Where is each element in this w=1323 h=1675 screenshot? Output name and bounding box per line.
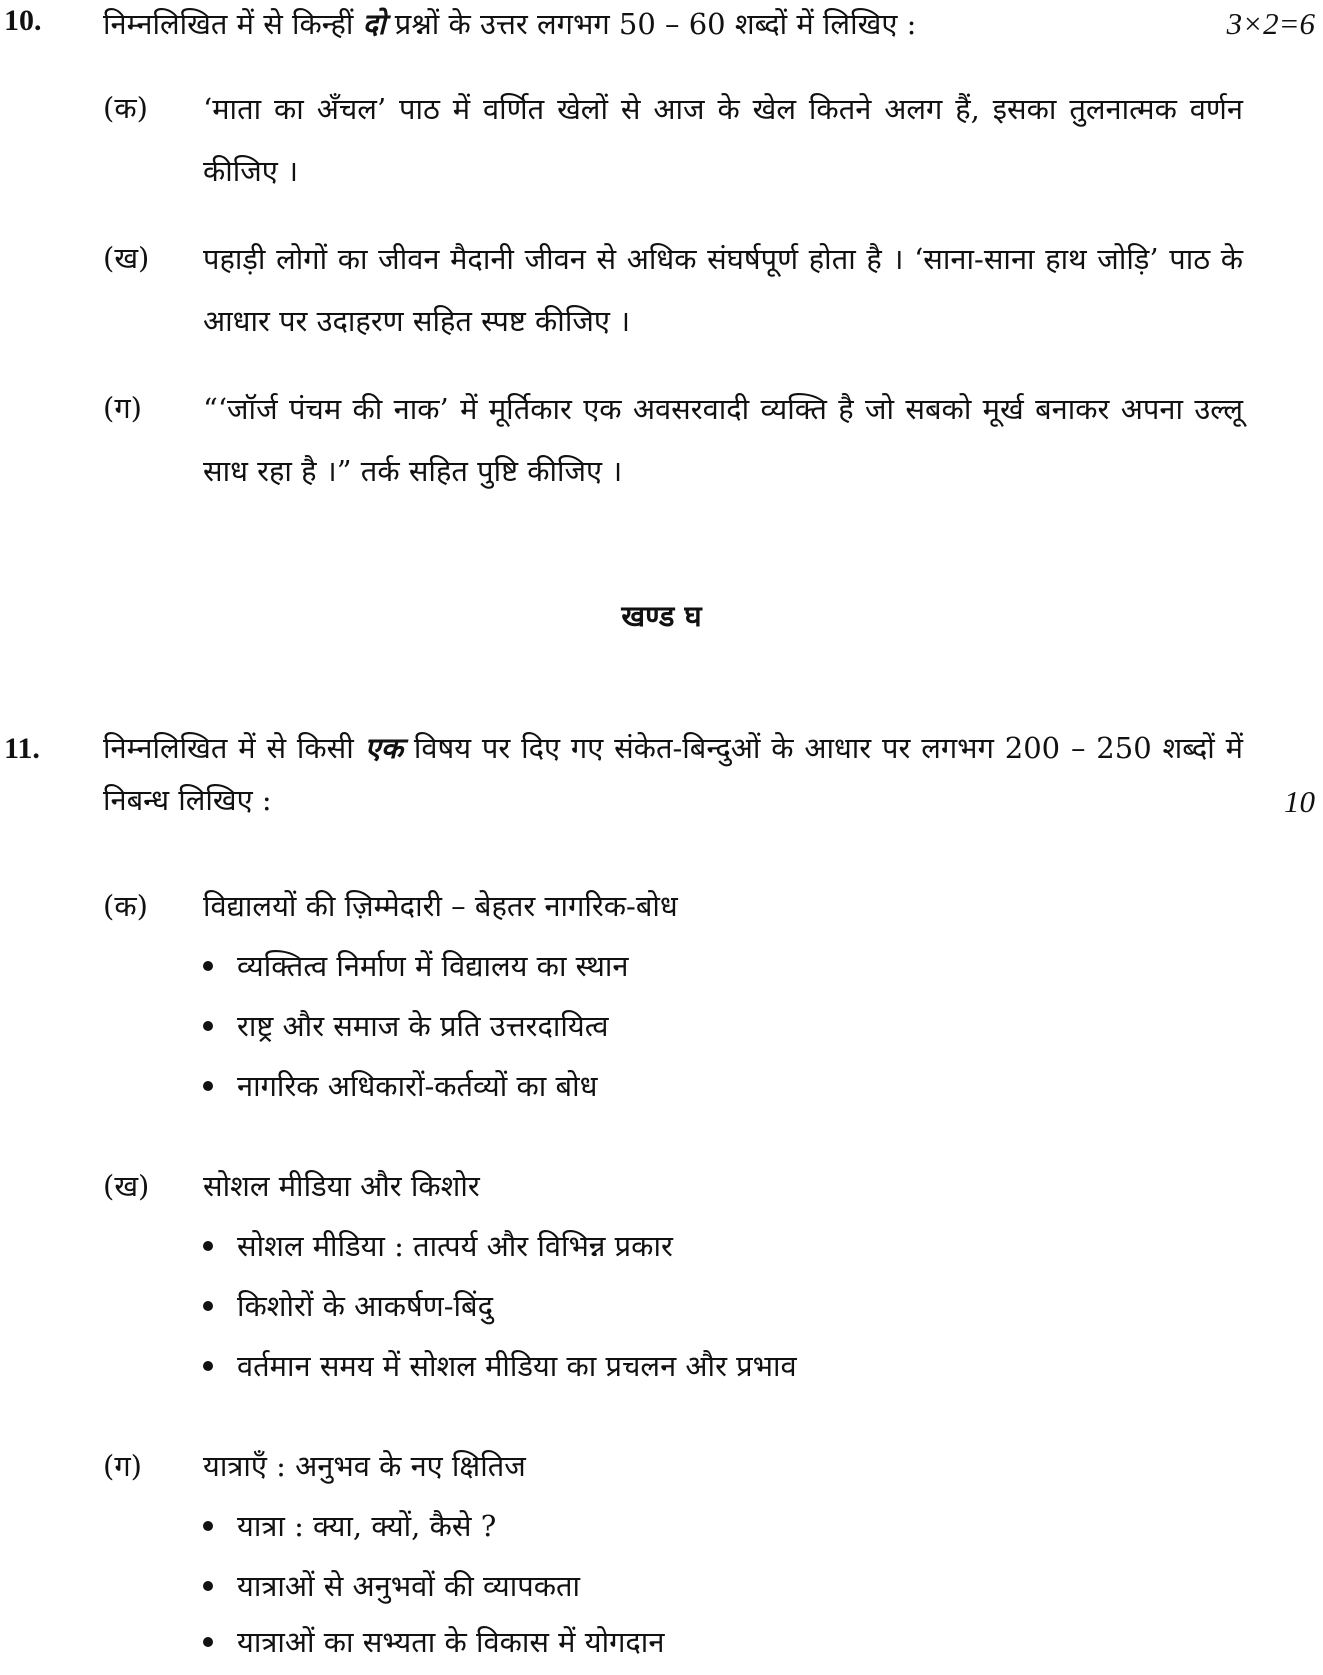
q11-topic-point — [203, 1066, 597, 1105]
bullet-icon — [203, 1241, 213, 1251]
bullet-icon — [203, 1581, 213, 1591]
bullet-icon — [203, 1081, 213, 1091]
instruction-emphasis: एक — [364, 731, 403, 765]
point-text: नागरिक अधिकारों-कर्तव्यों का बोध — [237, 1069, 598, 1103]
q11-topic-point — [203, 1286, 493, 1325]
q10-part-label: (क) — [103, 91, 148, 125]
q11-topic-point — [203, 1226, 673, 1265]
bullet-icon — [203, 1521, 213, 1531]
q11-topic-title: सोशल मीडिया और किशोर — [203, 1169, 480, 1203]
point-text: यात्राओं से अनुभवों की व्यापकता — [237, 1569, 581, 1603]
q11-topic-title: यात्राएँ : अनुभव के नए क्षितिज — [203, 1449, 526, 1483]
question-10-number: 10. — [4, 4, 42, 37]
q11-topic-title: विद्यालयों की ज़िम्मेदारी – बेहतर नागरिक-बोध — [203, 889, 678, 923]
instruction-text: निम्नलिखित में से किसी — [103, 731, 365, 765]
q10-part-label: (ख) — [103, 241, 150, 275]
question-10-instruction — [103, 0, 1103, 50]
point-text: यात्राओं का सभ्यता के विकास में योगदान — [237, 1625, 665, 1659]
question-11-marks: 10 — [1284, 784, 1315, 819]
bullet-icon — [203, 1301, 213, 1311]
section-title: खण्ड घ — [621, 599, 702, 633]
bullet-icon — [203, 961, 213, 971]
q11-topic-point — [203, 1346, 797, 1385]
point-text: वर्तमान समय में सोशल मीडिया का प्रचलन और प्रभाव — [237, 1349, 797, 1383]
instruction-emphasis: दो — [362, 7, 386, 41]
bullet-icon — [203, 1637, 213, 1647]
bullet-icon — [203, 1021, 213, 1031]
q11-topic-label: (क) — [103, 889, 148, 923]
question-10-marks: 3×2=6 — [1226, 6, 1315, 41]
q10-part-text: पहाड़ी लोगों का जीवन मैदानी जीवन से अधिक संघर्षपूर्ण होता है । ‘साना-साना हाथ जोड़ि’ पाठ के आधार पर उदाहरण सहित स्पष्ट कीजिए । — [203, 242, 1243, 338]
instruction-text: विषय पर दिए गए संकेत-बिन्दुओं के आधार पर लगभग 200 – 250 शब्दों में निबन्ध लिखिए : — [103, 731, 1243, 817]
point-text: किशोरों के आकर्षण-बिंदु — [237, 1289, 494, 1323]
question-11-number: 11. — [4, 732, 40, 765]
q11-topic-label: (ख) — [103, 1169, 150, 1203]
q11-topic-point — [203, 1506, 496, 1545]
q11-topic-point — [203, 1566, 580, 1605]
q10-part-text: “‘जॉर्ज पंचम की नाक’ में मूर्तिकार एक अवसरवादी व्यक्ति है जो सबको मूर्ख बनाकर अपना उल्लू साध रहा है ।” तर्क सहित पुष्टि कीजिए । — [203, 392, 1243, 488]
question-11-instruction — [103, 722, 1243, 826]
q11-topic-point — [203, 1622, 664, 1661]
q11-topic-point — [203, 946, 629, 985]
point-text: व्यक्तित्व निर्माण में विद्यालय का स्थान — [237, 949, 629, 983]
instruction-text: प्रश्नों के उत्तर लगभग 50 – 60 शब्दों में लिखिए : — [385, 7, 917, 41]
q10-part-label: (ग) — [103, 391, 142, 425]
point-text: यात्रा : क्या, क्यों, कैसे ? — [237, 1509, 497, 1543]
q11-topic-point — [203, 1006, 609, 1045]
point-text: राष्ट्र और समाज के प्रति उत्तरदायित्व — [237, 1009, 609, 1043]
bullet-icon — [203, 1361, 213, 1371]
q10-part-text: ‘माता का अँचल’ पाठ में वर्णित खेलों से आज के खेल कितने अलग हैं, इसका तुलनात्मक वर्णन कीजिए । — [203, 92, 1243, 188]
q11-topic-label: (ग) — [103, 1449, 142, 1483]
point-text: सोशल मीडिया : तात्पर्य और विभिन्न प्रकार — [237, 1229, 673, 1263]
instruction-text: निम्नलिखित में से किन्हीं — [103, 7, 363, 41]
